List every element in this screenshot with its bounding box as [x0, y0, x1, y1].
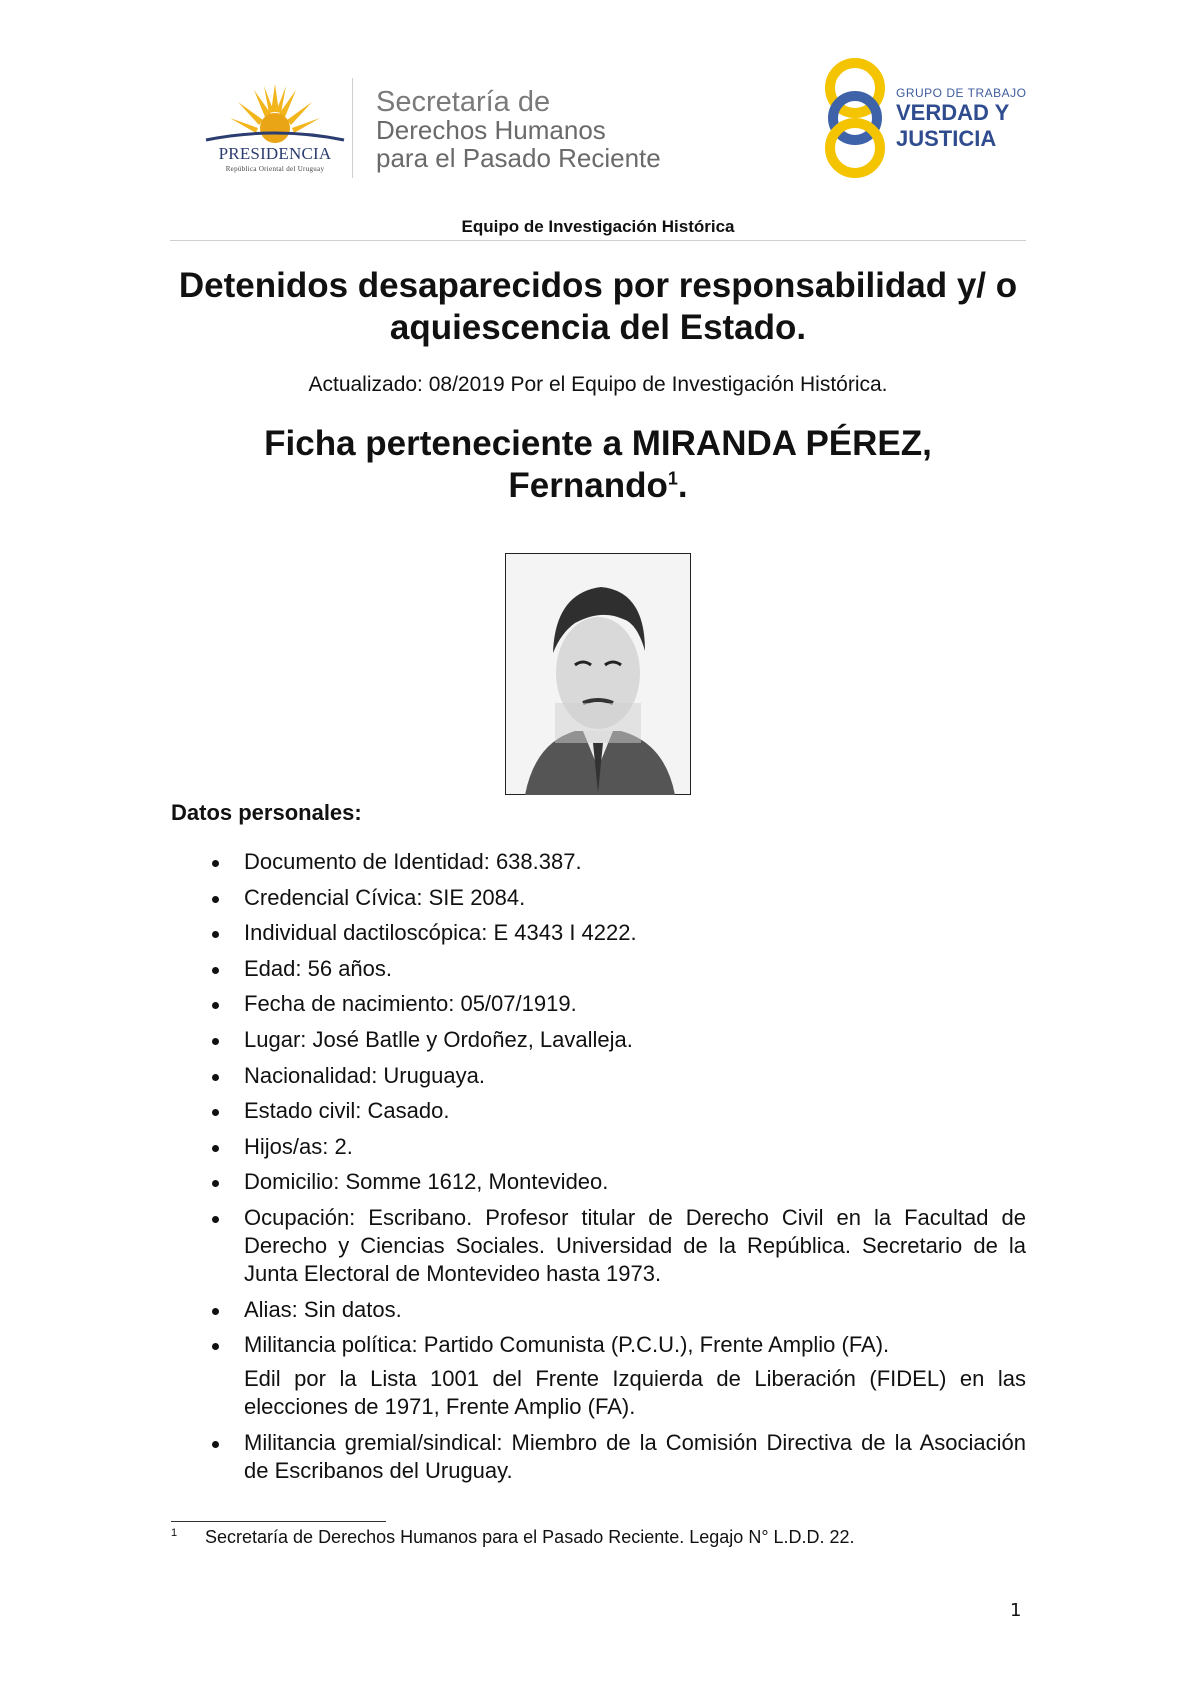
list-item-text: Documento de Identidad: 638.387.: [244, 849, 582, 874]
political-extra-text: Edil por la Lista 1001 del Frente Izquierda de Liberación (FIDEL) en las elecciones de 1971, Frente Amplio (FA).: [244, 1366, 1026, 1420]
list-item: [171, 1097, 1026, 1125]
list-item: [171, 1026, 1026, 1054]
list-item-text: Individual dactiloscópica: E 4343 I 4222.: [244, 920, 637, 946]
personal-data-list: [171, 848, 1026, 1492]
grupo-line2: VERDAD Y: [896, 100, 1010, 125]
verdad-justicia-text: [896, 86, 1026, 152]
bullet-icon: [212, 1109, 219, 1116]
list-item: [171, 1204, 1026, 1288]
secretaria-line1: Secretaría de: [376, 86, 551, 118]
sun-emblem-icon: [196, 82, 354, 144]
file-title: [170, 423, 1026, 507]
bullet-icon: [212, 1038, 219, 1045]
footnote-mark: 1: [171, 1527, 178, 1539]
list-item-text: Ocupación: Escribano. Profesor titular de Derecho Civil en la Facultad de Derecho y Ciencias Sociales. Universidad de la República. Secretario de la Junta Electoral de Montevideo hasta 1973.: [244, 1204, 1026, 1286]
file-title-text: Ficha perteneciente a MIRANDA PÉREZ, Fernando: [264, 424, 932, 505]
list-item: [171, 884, 1026, 912]
secretaria-line2: Derechos Humanos: [376, 115, 606, 145]
team-heading: Equipo de Investigación Histórica: [461, 217, 735, 236]
list-item-text: Alias: Sin datos.: [244, 1296, 402, 1322]
secretaria-logo: [376, 88, 661, 172]
bullet-icon: [212, 1180, 219, 1187]
file-title-end: .: [677, 466, 688, 505]
presidencia-label: PRESIDENCIA: [218, 144, 332, 163]
grupo-line1: GRUPO DE TRABAJO: [896, 86, 1027, 100]
list-item-text: Fecha de nacimiento: 05/07/1919.: [244, 991, 577, 1017]
list-item: [171, 919, 1026, 947]
updated-line: Actualizado: 08/2019 Por el Equipo de Investigación Histórica.: [308, 373, 888, 396]
verdad-justicia-logo: [820, 56, 1030, 180]
bullet-icon: [212, 967, 219, 974]
footnote-rule: [171, 1521, 386, 1522]
page-number: 1: [1010, 1600, 1022, 1621]
bullet-icon: [212, 1074, 219, 1081]
logo-divider: [352, 78, 353, 178]
list-item-text: Militancia política: Partido Comunista (P.C.U.), Frente Amplio (FA).: [244, 1332, 890, 1358]
bullet-icon: [212, 1441, 219, 1448]
list-item: [171, 990, 1026, 1018]
list-item: [171, 1331, 1026, 1421]
bullet-icon: [212, 896, 219, 903]
bullet-icon: [212, 931, 219, 938]
bullet-icon: [212, 1216, 219, 1223]
list-item-text: Nacionalidad: Uruguaya.: [244, 1062, 485, 1088]
portrait-photo: [505, 553, 691, 795]
presidencia-logo: [196, 82, 354, 180]
bullet-icon: [212, 1343, 219, 1350]
document-title: Detenidos desaparecidos por responsabilidad y/ o aquiescencia del Estado.: [178, 266, 1018, 347]
list-item: [171, 1062, 1026, 1090]
footnote-reference[interactable]: 1: [667, 468, 678, 489]
secretaria-line3: para el Pasado Reciente: [376, 143, 661, 173]
section-label: Datos personales:: [171, 800, 362, 825]
presidencia-sublabel: República Oriental del Uruguay: [225, 165, 325, 173]
list-item-text: Militancia gremial/sindical: Miembro de la Comisión Directiva de la Asociación de Escribanos del Uruguay.: [244, 1429, 1026, 1483]
list-item: [171, 1296, 1026, 1324]
interlocked-rings-icon: [820, 56, 890, 180]
grupo-line3: JUSTICIA: [896, 126, 997, 151]
list-item-text: Domicilio: Somme 1612, Montevideo.: [244, 1169, 609, 1195]
bullet-icon: [212, 1002, 219, 1009]
list-item-text: Lugar: José Batlle y Ordoñez, Lavalleja.: [244, 1026, 633, 1052]
bullet-icon: [212, 1145, 219, 1152]
bullet-icon: [212, 1308, 219, 1315]
list-item: [171, 848, 1026, 876]
header-rule: [170, 240, 1026, 241]
list-item: [171, 955, 1026, 983]
list-item-text: Hijos/as: 2.: [244, 1133, 353, 1159]
list-item: [171, 1133, 1026, 1161]
list-item-text: Edad: 56 años.: [244, 955, 393, 981]
list-item-text: Credencial Cívica: SIE 2084.: [244, 884, 526, 910]
footnote-text: Secretaría de Derechos Humanos para el Pasado Reciente. Legajo N° L.D.D. 22.: [205, 1527, 855, 1547]
list-item: [171, 1168, 1026, 1196]
list-item: [171, 1429, 1026, 1485]
bullet-icon: [212, 860, 219, 867]
list-item-text: Estado civil: Casado.: [244, 1098, 450, 1124]
